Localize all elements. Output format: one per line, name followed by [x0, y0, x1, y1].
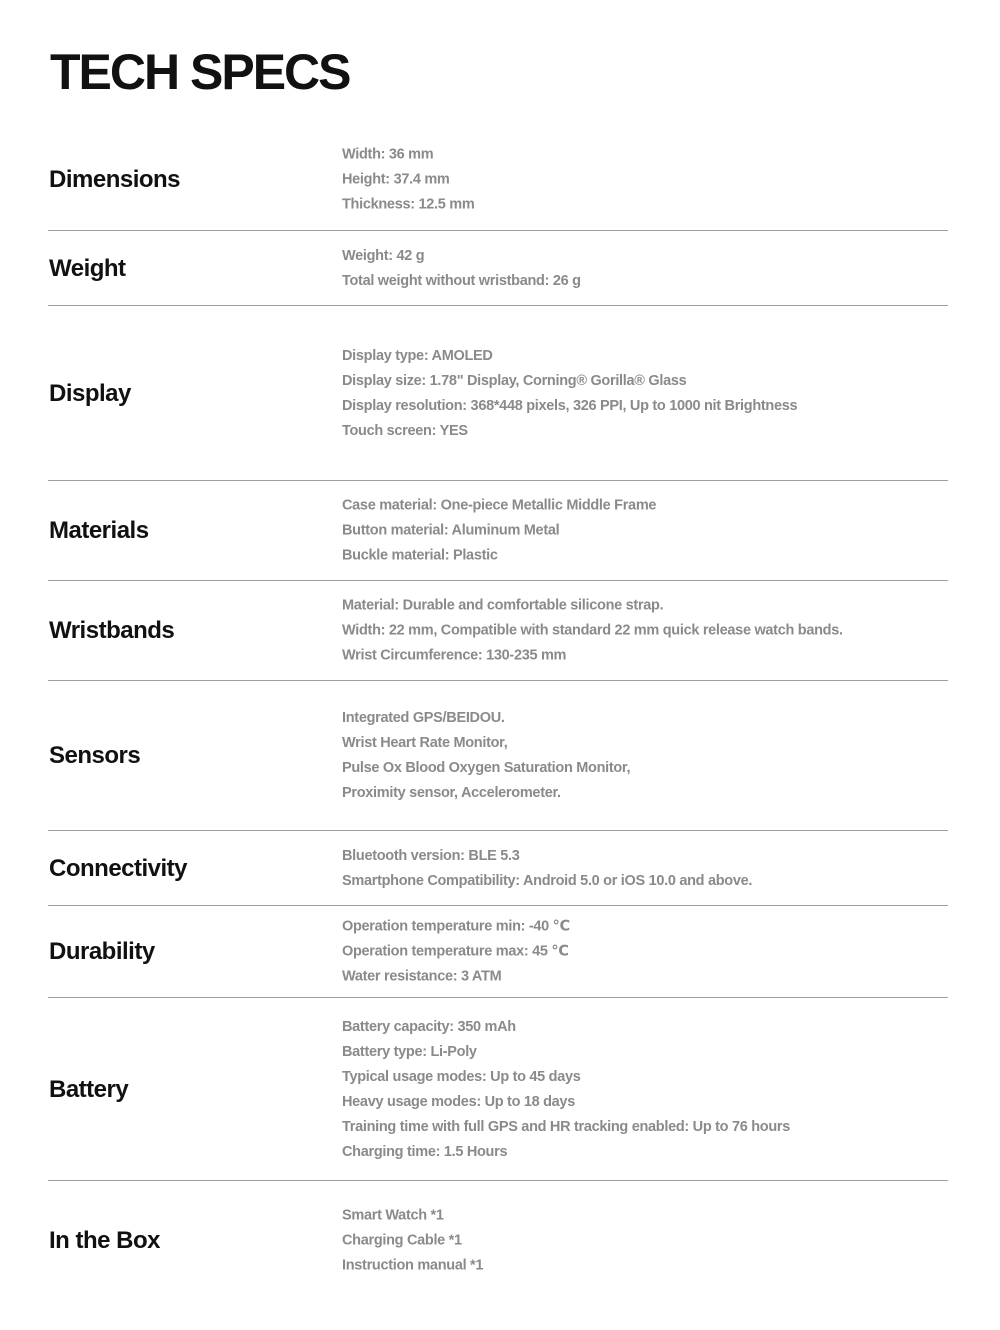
spec-line: Wrist Heart Rate Monitor, — [342, 735, 508, 751]
spec-line: Width: 36 mm — [342, 146, 434, 163]
spec-line: Thickness: 12.5 mm — [342, 196, 475, 213]
spec-values — [342, 344, 797, 444]
spec-line: Total weight without wristband: 26 g — [342, 272, 581, 289]
spec-line: Button material: Aluminum Metal — [342, 522, 560, 539]
spec-line: Display resolution: 368*448 pixels, 326 PPI, Up to 1000 nit Brightness — [342, 397, 798, 414]
spec-line: Battery capacity: 350 mAh — [342, 1018, 516, 1035]
spec-line: Heavy usage modes: Up to 18 days — [342, 1093, 575, 1110]
spec-line: Instruction manual *1 — [342, 1257, 484, 1274]
spec-line: Bluetooth version: BLE 5.3 — [342, 847, 520, 864]
spec-line: Smart Watch *1 — [342, 1207, 444, 1224]
spec-values — [342, 494, 656, 569]
spec-line: Buckle material: Plastic — [342, 547, 498, 564]
spec-line: Charging Cable *1 — [342, 1232, 462, 1249]
spec-values — [342, 594, 843, 669]
spec-line: Pulse Ox Blood Oxygen Saturation Monitor, — [342, 760, 631, 776]
spec-values — [342, 706, 630, 806]
spec-label: Display — [49, 379, 131, 407]
spec-section-materials — [48, 480, 948, 581]
spec-values — [342, 915, 570, 990]
spec-section-battery — [48, 997, 948, 1181]
spec-line: Width: 22 mm, Compatible with standard 22 mm quick release watch bands. — [342, 622, 843, 639]
spec-line: Water resistance: 3 ATM — [342, 968, 502, 985]
spec-values — [342, 244, 581, 294]
spec-values — [342, 1204, 483, 1279]
spec-line: Wrist Circumference: 130-235 mm — [342, 647, 567, 664]
spec-line: Weight: 42 g — [342, 247, 425, 264]
spec-values — [342, 1015, 790, 1165]
spec-section-dimensions — [48, 130, 948, 230]
spec-values — [342, 143, 474, 218]
spec-line: Typical usage modes: Up to 45 days — [342, 1068, 581, 1085]
spec-label: In the Box — [49, 1227, 161, 1254]
spec-section-sensors — [48, 680, 948, 831]
spec-line: Operation temperature max: 45 ℃ — [342, 943, 569, 960]
spec-label: Connectivity — [49, 854, 188, 882]
spec-label: Battery — [49, 1075, 129, 1103]
spec-line: Case material: One-piece Metallic Middle Frame — [342, 497, 657, 514]
spec-label: Durability — [49, 938, 155, 965]
spec-section-in-the-box — [48, 1180, 948, 1301]
spec-line: Operation temperature min: -40 ℃ — [342, 918, 570, 935]
spec-label: Wristbands — [49, 617, 175, 644]
spec-label: Sensors — [49, 742, 141, 769]
spec-label: Materials — [49, 517, 149, 544]
spec-line: Charging time: 1.5 Hours — [342, 1143, 508, 1160]
spec-label: Weight — [49, 254, 126, 282]
spec-line: Material: Durable and comfortable silicone strap. — [342, 597, 664, 614]
spec-section-display — [48, 305, 948, 481]
spec-section-wristbands — [48, 580, 948, 681]
spec-line: Integrated GPS/BEIDOU. — [342, 710, 505, 726]
spec-line: Display size: 1.78" Display, Corning® Gorilla® Glass — [342, 372, 687, 389]
spec-section-weight — [48, 230, 948, 306]
spec-line: Smartphone Compatibility: Android 5.0 or iOS 10.0 and above. — [342, 872, 753, 889]
spec-line: Height: 37.4 mm — [342, 171, 450, 188]
spec-section-connectivity — [48, 830, 948, 906]
spec-values — [342, 844, 752, 894]
spec-line: Battery type: Li-Poly — [342, 1043, 477, 1060]
spec-line: Proximity sensor, Accelerometer. — [342, 785, 561, 801]
spec-label: Dimensions — [49, 166, 181, 193]
page-title: TECH SPECS — [50, 44, 350, 100]
spec-line: Touch screen: YES — [342, 422, 468, 439]
spec-line: Display type: AMOLED — [342, 347, 493, 364]
spec-section-durability — [48, 905, 948, 998]
spec-line: Training time with full GPS and HR tracking enabled: Up to 76 hours — [342, 1118, 790, 1135]
